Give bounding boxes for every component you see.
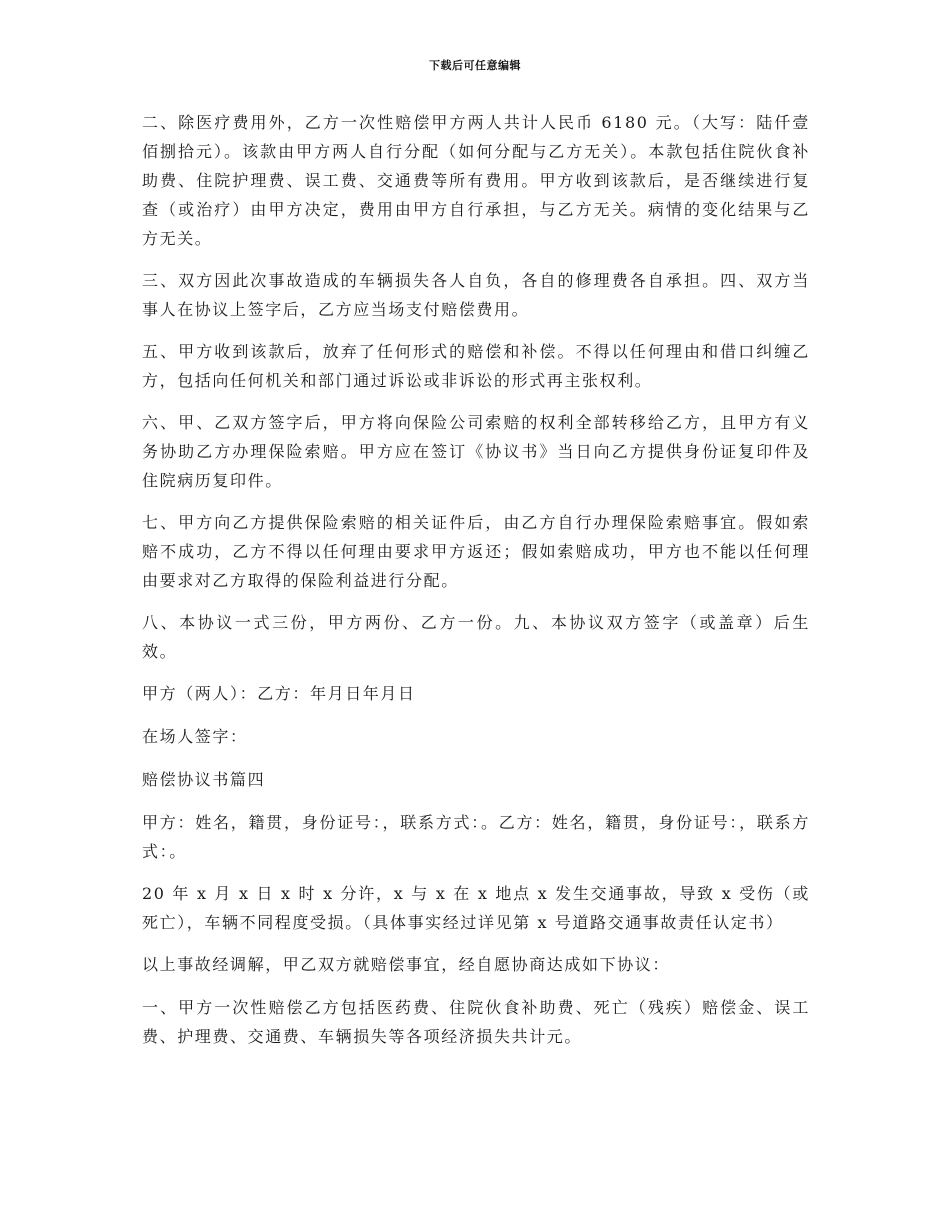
signature-line: 甲方（两人）：乙方：年月日年月日: [142, 684, 416, 703]
paragraph-clause-2: 二、除医疗费用外，乙方一次性赔偿甲方两人共计人民币 6180 元。（大写：陆仟壹佰捌拾元）。该款由甲方两人自行分配（如何分配与乙方无关）。本款包括住院伙食补助费、住院护理费、误工费、交通费等所有费用。甲方收到该款后，是否继续进行复查（或治疗）由甲方决定，费用由甲方自行承担，与乙方无关。病情的变化结果与乙方无关。: [142, 113, 810, 248]
paragraph-clause-3-4: 三、双方因此次事故造成的车辆损失各人自负，各自的修理费各自承担。四、双方当事人在协议上签字后，乙方应当场支付赔偿费用。: [142, 271, 810, 319]
paragraph-clause-5: 五、甲方收到该款后，放弃了任何形式的赔偿和补偿。不得以任何理由和借口纠缠乙方，包括向任何机关和部门通过诉讼或非诉讼的形式再主张权利。: [142, 342, 810, 390]
witness-signature-line: 在场人签字：: [142, 727, 248, 746]
paragraph-clause-6: 六、甲、乙双方签字后，甲方将向保险公司索赔的权利全部转移给乙方，且甲方有义务协助乙方办理保险索赔。甲方应在签订《协议书》当日向乙方提供身份证复印件及住院病历复印件。: [142, 413, 810, 490]
paragraph-clause-1: 一、甲方一次性赔偿乙方包括医药费、住院伙食补助费、死亡（残疾）赔偿金、误工费、护理费、交通费、车辆损失等各项经济损失共计元。: [142, 998, 810, 1046]
page-header: 下载后可任意编辑: [429, 59, 521, 72]
parties-info: 甲方：姓名，籍贯，身份证号：，联系方式：。乙方：姓名，籍贯，身份证号：，联系方式：。: [142, 813, 810, 861]
paragraph-clause-8-9: 八、本协议一式三份，甲方两份、乙方一份。九、本协议双方签字（或盖章）后生效。: [142, 613, 810, 661]
mediation-statement: 以上事故经调解，甲乙双方就赔偿事宜，经自愿协商达成如下协议：: [142, 955, 671, 974]
accident-description: 20 年 x 月 x 日 x 时 x 分许，x 与 x 在 x 地点 x 发生交通事故，导致 x 受伤（或死亡），车辆不同程度受损。（具体事实经过详见第 x 号道路交通事故责任认定书）: [142, 884, 810, 932]
section-title: 赔偿协议书篇四: [142, 770, 266, 789]
document-body: [142, 108, 810, 1064]
paragraph-clause-7: 七、甲方向乙方提供保险索赔的相关证件后，由乙方自行办理保险索赔事宜。假如索赔不成功，乙方不得以任何理由要求甲方返还；假如索赔成功，甲方也不能以任何理由要求对乙方取得的保险利益进行分配。: [142, 513, 810, 590]
